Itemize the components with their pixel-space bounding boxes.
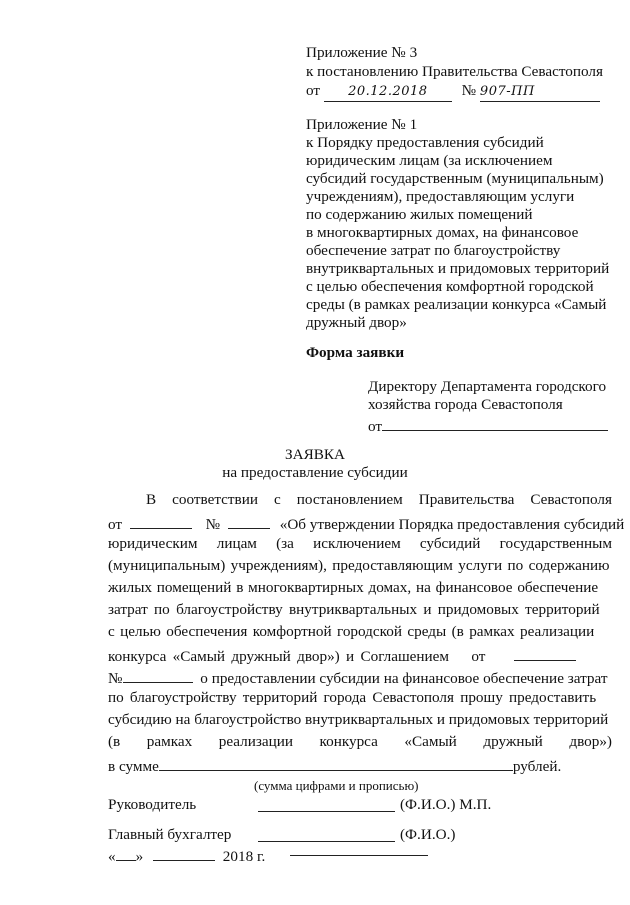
appendix-1-line: в многоквартирных домах, на финансовое: [306, 224, 579, 241]
word: субсидий: [419, 535, 481, 552]
word: государственным: [499, 535, 612, 552]
appendix-1-line: с целью обеспечения комфортной городской: [306, 278, 594, 295]
accountant-label: Главный бухгалтер: [108, 826, 232, 843]
sum-blank: [159, 755, 513, 771]
word: Севастополя: [530, 491, 612, 508]
accountant-signature-line: [258, 841, 395, 842]
word: соответствии: [172, 491, 258, 508]
month-blank: [153, 845, 215, 861]
sum-hint: (сумма цифрами и прописью): [254, 778, 419, 793]
appendix-1-line: по содержанию жилых помещений: [306, 206, 533, 223]
body-line-11: субсидию на благоустройство внутриквартальных и придомовых территорий: [108, 711, 609, 728]
agreement-date-blank: [514, 645, 576, 661]
quote-open: «: [108, 848, 116, 865]
body-line-2: [108, 513, 624, 534]
word: исключением: [313, 535, 401, 552]
number-label: №: [205, 516, 221, 533]
word: лицам: [216, 535, 257, 552]
body-line-4: (муниципальным) учреждениям), предоставляющим услуги по содержанию: [108, 557, 610, 574]
word: (за: [276, 535, 294, 552]
head-signature-line: [258, 811, 395, 812]
appendix-1-line: среды (в рамках реализации конкурса «Самый: [306, 296, 607, 313]
appendix-1-line: юридическим лицам (за исключением: [306, 152, 553, 169]
handwritten-number: 907-ПП: [480, 83, 600, 102]
body-line-5: жилых помещений в многоквартирных домах, на финансовое обеспечение: [108, 579, 599, 596]
quote-close: »: [135, 848, 144, 865]
resolution-date-blank: [130, 513, 192, 529]
date-from-label: от: [306, 82, 321, 99]
year-label: 2018 г.: [222, 848, 266, 865]
word: юридическим: [108, 535, 198, 552]
appendix-3-date-line: [306, 82, 600, 102]
word: Правительства: [418, 491, 515, 508]
body-line-10: по благоустройству территорий города Севастополя прошу предоставить: [108, 689, 597, 706]
appendix-3-title: Приложение № 3: [306, 44, 418, 61]
handwritten-date: 20.12.2018: [324, 83, 452, 102]
accountant-suffix: (Ф.И.О.): [400, 826, 456, 843]
word: с: [273, 491, 281, 508]
body-line-13: [108, 755, 561, 776]
rubles-label: рублей.: [512, 758, 562, 775]
appendix-1-title: Приложение № 1: [306, 116, 418, 133]
number-label: №: [108, 670, 123, 687]
resolution-number-blank: [228, 513, 270, 529]
signature-date: [108, 845, 265, 866]
appendix-1-line: внутриквартальных и придомовых территорий: [306, 260, 610, 277]
word: реализации: [218, 733, 293, 750]
head-label: Руководитель: [108, 796, 197, 813]
appendix-1-line: дружный двор»: [306, 314, 407, 331]
word: В: [146, 491, 157, 508]
word: двор»): [569, 733, 612, 750]
word: дружный: [483, 733, 543, 750]
word: постановлением: [296, 491, 403, 508]
appendix-1-line: к Порядку предоставления субсидий: [306, 134, 544, 151]
day-blank: [116, 845, 136, 861]
agreement-text: конкурса «Самый дружный двор») и Соглашением: [108, 648, 450, 665]
addressee-from-label: от: [368, 418, 383, 435]
word: (в: [108, 733, 121, 750]
addressee-line-1: Директору Департамента городского: [368, 378, 607, 395]
document-subheading: на предоставление субсидии: [222, 464, 408, 481]
body-line-12: [108, 733, 612, 751]
addressee-from-blank: [382, 414, 608, 431]
word: «Самый: [404, 733, 457, 750]
document-heading: ЗАЯВКА: [285, 446, 345, 463]
appendix-1-line: обеспечение затрат по благоустройству: [306, 242, 561, 259]
word: рамках: [146, 733, 193, 750]
form-title: Форма заявки: [306, 344, 405, 361]
word: конкурса: [319, 733, 378, 750]
addressee-from-line: [368, 414, 608, 436]
number-label: №: [461, 82, 477, 99]
body-line-9: [108, 667, 607, 688]
body-line-7: с целью обеспечения комфортной городской среды (в рамках реализации: [108, 623, 595, 640]
body-line-1: [146, 491, 612, 509]
head-suffix: (Ф.И.О.) М.П.: [400, 796, 492, 813]
appendix-1-line: учреждениям), предоставляющим услуги: [306, 188, 575, 205]
from-label: от: [108, 516, 123, 533]
agreement-number-blank: [123, 667, 193, 683]
addressee-line-2: хозяйства города Севастополя: [368, 396, 563, 413]
from-label: от: [471, 648, 486, 665]
body-line-8: [108, 645, 576, 666]
resolution-title-start: «Об утверждении Порядка предоставления субсидий: [279, 516, 625, 533]
appendix-3-resolution: к постановлению Правительства Севастополя: [306, 63, 603, 80]
appendix-1-line: субсидий государственным (муниципальным): [306, 170, 604, 187]
agreement-subject: о предоставлении субсидии на финансовое обеспечение затрат: [200, 670, 608, 687]
footer-separator-line: [290, 855, 428, 856]
body-line-3: [108, 535, 612, 553]
sum-label: в сумме: [108, 758, 159, 775]
body-line-6: затрат по благоустройству внутриквартальных и придомовых территорий: [108, 601, 600, 618]
